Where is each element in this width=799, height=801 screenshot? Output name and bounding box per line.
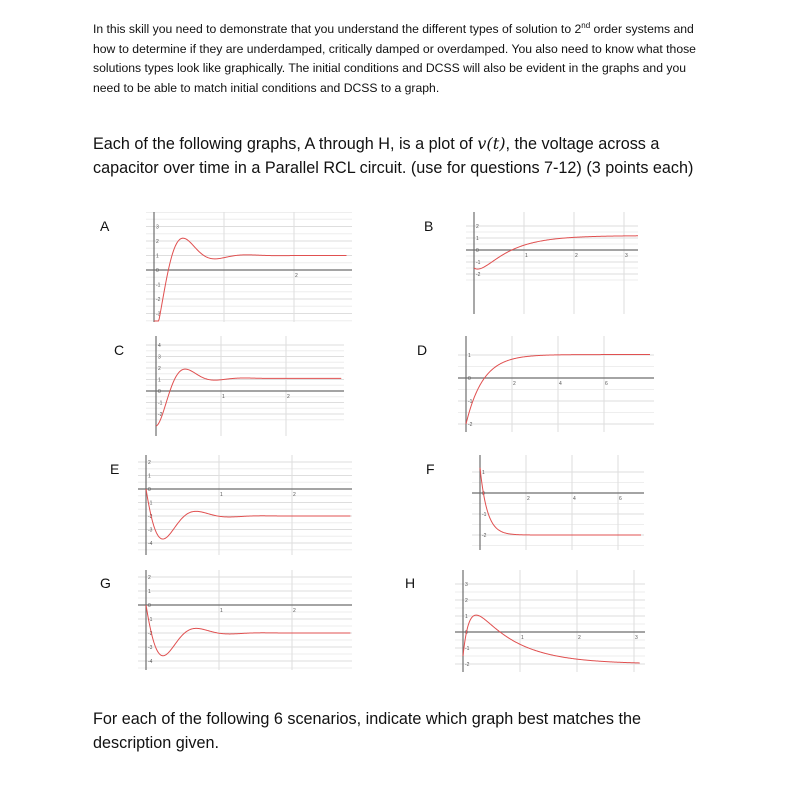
graph-g-y-tick-label: 1	[148, 589, 151, 595]
graph-h-y-tick-label: 0	[465, 630, 468, 636]
graph-b-grid	[466, 212, 638, 314]
graph-b-curve	[474, 236, 638, 269]
graph-e-x-tick-label: 1	[220, 492, 223, 498]
graph-h-grid	[455, 570, 645, 672]
graph-label-a: A	[100, 218, 110, 234]
graph-f	[472, 455, 644, 550]
graph-h-y-tick-label: 3	[465, 582, 468, 588]
graph-h-y-tick-label: 2	[465, 598, 468, 604]
graph-d-grid	[458, 336, 654, 432]
question-text-1: Each of the following graphs, A through H, is a plot of	[93, 135, 478, 153]
graph-b-x-tick-label: 2	[575, 253, 578, 259]
graph-a-y-tick-label: 3	[156, 224, 159, 231]
intro-text-1: In this skill you need to demonstrate that you understand the different types of solution to 2	[93, 22, 582, 37]
graph-c-grid	[146, 336, 344, 436]
graph-b-x-tick-label: 3	[625, 253, 628, 259]
graph-h-y-tick-label: 1	[465, 614, 468, 620]
graph-d-y-tick-label: -1	[468, 399, 473, 405]
graph-g-x-tick-label: 2	[293, 608, 296, 614]
graph-label-h: H	[405, 575, 416, 591]
graph-f-y-tick-label: 1	[482, 470, 485, 476]
graph-d-y-tick-label: 0	[468, 376, 471, 382]
graph-label-g: G	[100, 575, 111, 591]
graph-h-x-tick-label: 1	[521, 635, 524, 641]
graph-h-y-tick-label: -1	[465, 646, 470, 652]
graph-c-x-tick-label: 2	[287, 394, 290, 400]
graph-f-y-tick-label: 0	[482, 491, 485, 497]
graph-g-curve	[146, 605, 350, 656]
graph-f-grid	[472, 455, 644, 550]
graph-a-x-tick-label: 2	[295, 273, 298, 279]
graph-d-x-tick-label: 2	[513, 381, 516, 387]
graph-f-y-tick-label: -1	[482, 512, 487, 518]
graph-h	[455, 570, 645, 672]
graph-b-plot	[466, 212, 638, 314]
graph-b-y-tick-label: -1	[476, 260, 481, 266]
graph-c-y-tick-label: 0	[158, 389, 161, 395]
graph-label-e: E	[110, 461, 120, 477]
graph-label-b: B	[424, 218, 434, 234]
graph-e-y-tick-label: -3	[148, 527, 153, 534]
graph-c-y-tick-label: 3	[158, 354, 161, 361]
graph-a-y-tick-label: 2	[156, 239, 159, 245]
intro-superscript: nd	[581, 21, 591, 30]
graph-d-y-tick-label: -2	[468, 422, 473, 428]
graph-a	[146, 212, 352, 322]
graph-h-x-tick-label: 2	[578, 635, 581, 641]
graph-h-y-tick-label: -2	[465, 662, 470, 668]
graph-a-grid	[146, 212, 352, 322]
graph-a-y-tick-label: -2	[156, 297, 161, 303]
graph-h-plot	[455, 570, 645, 672]
graph-g-plot	[138, 570, 352, 670]
graph-c-y-tick-label: 2	[158, 366, 161, 372]
graph-b-x-tick-label: 1	[525, 253, 528, 259]
graph-g	[138, 570, 352, 670]
graph-c-plot	[146, 336, 344, 436]
graph-g-y-tick-label: -1	[148, 617, 153, 623]
graph-e-grid	[138, 455, 352, 555]
graph-c-y-tick-label: 1	[158, 377, 161, 384]
graph-d-plot	[458, 336, 654, 432]
graph-b	[466, 212, 638, 314]
graph-c-y-tick-label: 4	[158, 343, 161, 349]
graph-e-plot	[138, 455, 352, 555]
graph-a-y-tick-label: -3	[156, 311, 161, 318]
question-paragraph	[93, 132, 703, 180]
graph-f-x-tick-label: 4	[573, 496, 576, 502]
graph-a-plot	[146, 212, 352, 322]
graph-c	[146, 336, 344, 436]
footer-paragraph: For each of the following 6 scenarios, indicate which graph best matches the description given.	[93, 710, 641, 752]
math-v-of-t: v(t)	[477, 134, 506, 153]
graph-e-x-tick-label: 2	[293, 492, 296, 498]
graph-e-y-tick-label: 1	[148, 473, 151, 480]
graph-label-c: C	[114, 342, 125, 358]
graph-g-x-tick-label: 1	[220, 608, 223, 614]
graph-h-x-tick-label: 3	[635, 635, 638, 641]
graph-label-d: D	[417, 342, 428, 358]
intro-text-2: order systems and how to determine if they are underdamped, critically damped or overdamped. You also need to know what those solutions types look like graphically. The initial conditions and DCSS will also be evident in the graphs and you need to be able to match initial conditions and DCSS to a graph.	[93, 22, 696, 95]
question-text-2: , the voltage across a capacitor over time in a Parallel RCL circuit. (use for questions 7-12) (3 points each)	[93, 135, 694, 177]
graph-g-y-tick-label: 2	[148, 575, 151, 581]
graph-a-curve	[154, 238, 347, 321]
graph-e-curve	[146, 489, 350, 539]
graph-e-y-tick-label: 0	[148, 487, 151, 493]
graph-g-y-tick-label: -3	[148, 645, 153, 651]
graph-e-y-tick-label: 2	[148, 460, 151, 466]
graph-g-y-tick-label: -4	[148, 659, 153, 665]
graph-f-x-tick-label: 6	[619, 496, 622, 502]
graph-b-y-tick-label: -2	[476, 272, 481, 278]
graph-b-y-tick-label: 1	[476, 236, 479, 242]
graph-f-plot	[472, 455, 644, 550]
graph-label-f: F	[426, 461, 435, 477]
intro-paragraph	[93, 16, 703, 98]
graph-a-y-tick-label: 0	[156, 268, 159, 274]
graph-g-y-tick-label: 0	[148, 603, 151, 609]
graph-e	[138, 455, 352, 555]
graph-d-x-tick-label: 6	[605, 381, 608, 387]
graph-b-y-tick-label: 2	[476, 224, 479, 230]
graph-d-y-tick-label: 1	[468, 353, 471, 359]
graph-e-y-tick-label: -4	[148, 541, 153, 547]
graph-b-y-tick-label: 0	[476, 248, 479, 254]
graph-e-y-tick-label: -1	[148, 500, 153, 507]
graph-e-y-tick-label: -2	[148, 514, 153, 520]
graph-g-grid	[138, 570, 352, 670]
graph-g-y-tick-label: -2	[148, 631, 153, 637]
graph-c-curve	[156, 369, 341, 426]
graph-c-x-tick-label: 1	[222, 394, 225, 400]
graph-f-x-tick-label: 2	[527, 496, 530, 502]
graph-a-y-tick-label: 1	[156, 253, 159, 260]
graph-f-y-tick-label: -2	[482, 533, 487, 539]
graph-c-y-tick-label: -1	[158, 400, 163, 407]
graph-a-y-tick-label: -1	[156, 282, 161, 289]
graph-d	[458, 336, 654, 432]
graph-d-x-tick-label: 4	[559, 381, 562, 387]
graph-c-y-tick-label: -2	[158, 412, 163, 418]
